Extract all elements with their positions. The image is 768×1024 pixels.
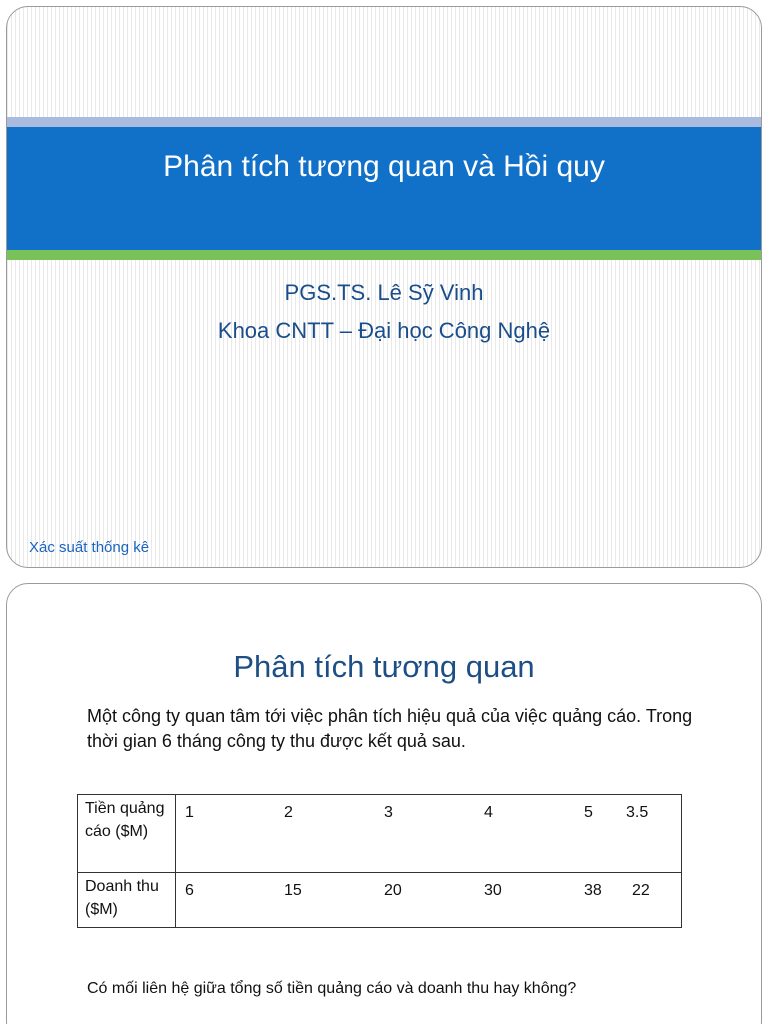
title-band-bottom-stripe (7, 250, 761, 260)
slide-title: Phân tích tương quan và Hồi quy (163, 150, 605, 183)
slide-footer: Xác suất thống kê (29, 539, 150, 556)
table-cell: 6 (185, 882, 194, 899)
table-row (78, 795, 682, 873)
data-table (77, 794, 682, 928)
row-values-cell (176, 873, 682, 928)
author-affiliation: Khoa CNTT – Đại học Công Nghệ (217, 318, 551, 343)
title-slide (6, 6, 762, 568)
table-cell: 4 (484, 804, 493, 821)
slide-heading: Phân tích tương quan (233, 649, 535, 684)
intro-paragraph: Một công ty quan tâm tới việc phân tích hiệu quả của việc quảng cáo. Trong thời gian 6 tháng công ty thu được kết quả sau. (87, 706, 693, 751)
table-cell: 38 (584, 882, 602, 899)
table-cell: 2 (284, 804, 293, 821)
title-band-top-stripe (7, 117, 761, 127)
question-text: Có mối liên hệ giữa tổng số tiền quảng cáo và doanh thu hay không? (87, 980, 577, 997)
content-slide (6, 583, 762, 1024)
title-band (7, 127, 761, 250)
author-name: PGS.TS. Lê Sỹ Vinh (284, 280, 484, 305)
table-cell: 3.5 (626, 804, 649, 821)
table-row (78, 873, 682, 928)
row-label-ad-spend: Tiền quảng cáo ($M) (78, 795, 176, 873)
table-cell: 22 (632, 882, 650, 899)
table-cell: 3 (384, 804, 393, 821)
row-label-revenue: Doanh thu ($M) (78, 873, 176, 928)
row-values-cell (176, 795, 682, 873)
table-cell: 20 (384, 882, 402, 899)
table-cell: 15 (284, 882, 302, 899)
author-block (7, 274, 761, 350)
table-cell: 30 (484, 882, 502, 899)
table-cell: 5 (584, 804, 593, 821)
table-cell: 1 (185, 804, 194, 821)
